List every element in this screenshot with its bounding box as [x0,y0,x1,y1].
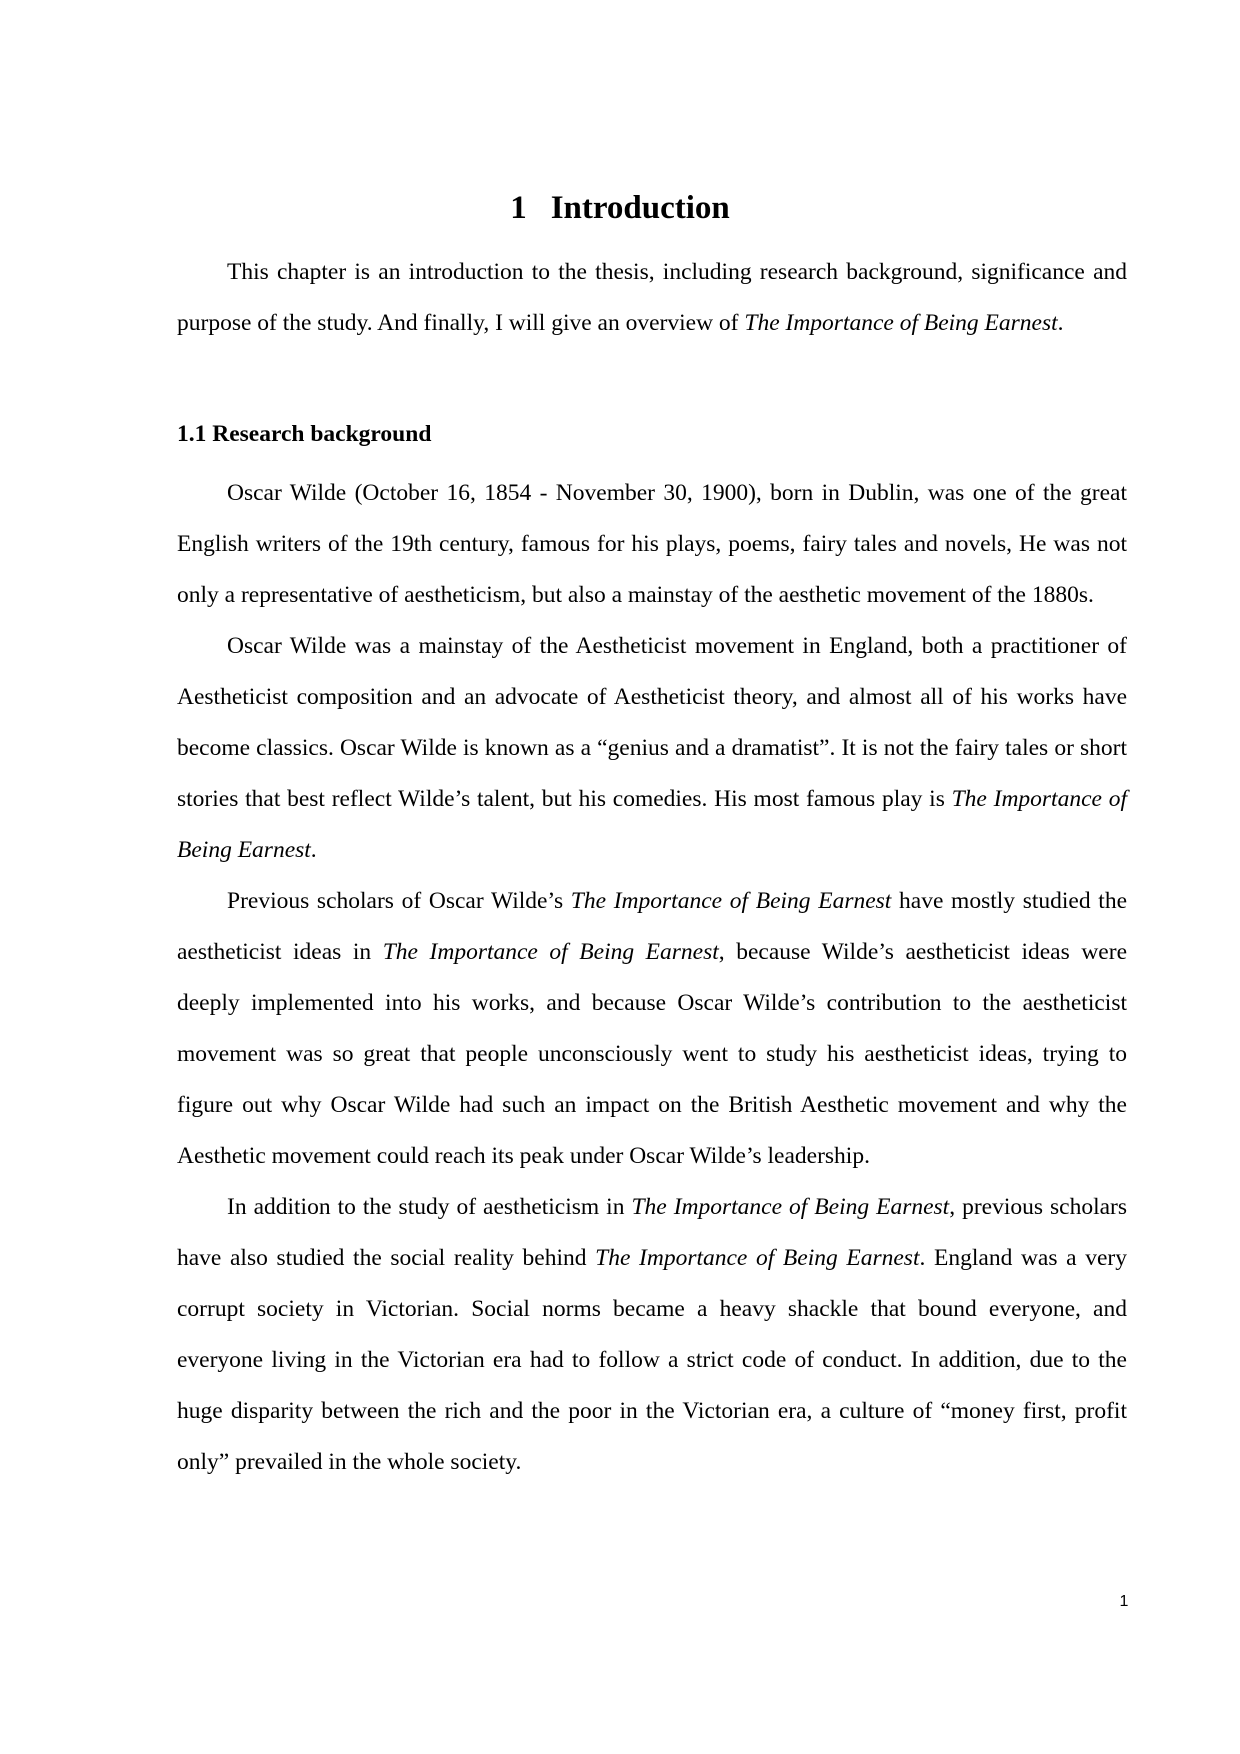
text-run: . [310,837,317,863]
chapter-number: 1 [510,190,527,226]
italic-title: The Importance of Being Earnest [595,1245,920,1271]
paragraph-1 [177,468,1127,621]
text-run: have mostly studied the aestheticist ideas in [177,888,1128,965]
text-run: Oscar Wilde was a mainstay of the Aestheticist movement in England, both a practitioner of Aestheticist composition and an advocate of Aestheticist theory, and almost all of his works have become classics. Oscar Wilde is known as a “genius and a dramatist”. It is not the fairy tales or short stories that best reflect Wilde’s talent, but his comedies. His most famous play is [177,633,1127,812]
text-run: , because Wilde’s aestheticist ideas were deeply implemented into his works, and because Oscar Wilde’s contribution to the aestheticist movement was so great that people unconsciously went to study his aestheticist ideas, trying to figure out why Oscar Wilde had such an impact on the British Aesthetic movement and why the Aesthetic movement could reach its peak under Oscar Wilde’s leadership. [177,939,1127,1169]
italic-title: The Importance of Being Earnest [177,786,1127,863]
paragraph-3 [177,876,1127,1182]
section-heading: 1.1 Research background [177,421,432,447]
text-run: Previous scholars of Oscar Wilde’s [227,888,571,914]
italic-title: The Importance of Being Earnest [631,1194,950,1220]
italic-title: The Importance of Being Earnest [382,939,719,965]
intro-paragraph [177,247,1127,349]
page-number: 1 [1119,1593,1129,1610]
research-background-body [177,468,1127,1488]
italic-title: The Importance of Being Earnest [744,310,1058,336]
intro-section [177,247,1127,349]
chapter-title [0,188,1240,228]
text-run: . England was a very corrupt society in Victorian. Social norms became a heavy shackle that bound everyone, and everyone living in the Victorian era had to follow a strict code of conduct. In addition, due to the huge disparity between the rich and the poor in the Victorian era, a culture of “money first, profit only” prevailed in the whole society. [177,1245,1127,1475]
italic-title: The Importance of Being Earnest [570,888,892,914]
text-run: This chapter is an introduction to the thesis, including research background, significance and purpose of the study. And finally, I will give an overview of [177,259,1127,336]
paragraph-4 [177,1182,1127,1488]
text-run: , previous scholars have also studied the social reality behind [177,1194,1127,1271]
text-run: In addition to the study of aestheticism in [227,1194,632,1220]
paragraph-2 [177,621,1127,876]
text-run: Oscar Wilde (October 16, 1854 - November 30, 1900), born in Dublin, was one of the great English writers of the 19th century, famous for his plays, poems, fairy tales and novels, He was not only a representative of aestheticism, but also a mainstay of the aesthetic movement of the 1880s. [177,480,1127,608]
chapter-title-text: Introduction [550,190,730,226]
text-run: . [1057,310,1064,336]
